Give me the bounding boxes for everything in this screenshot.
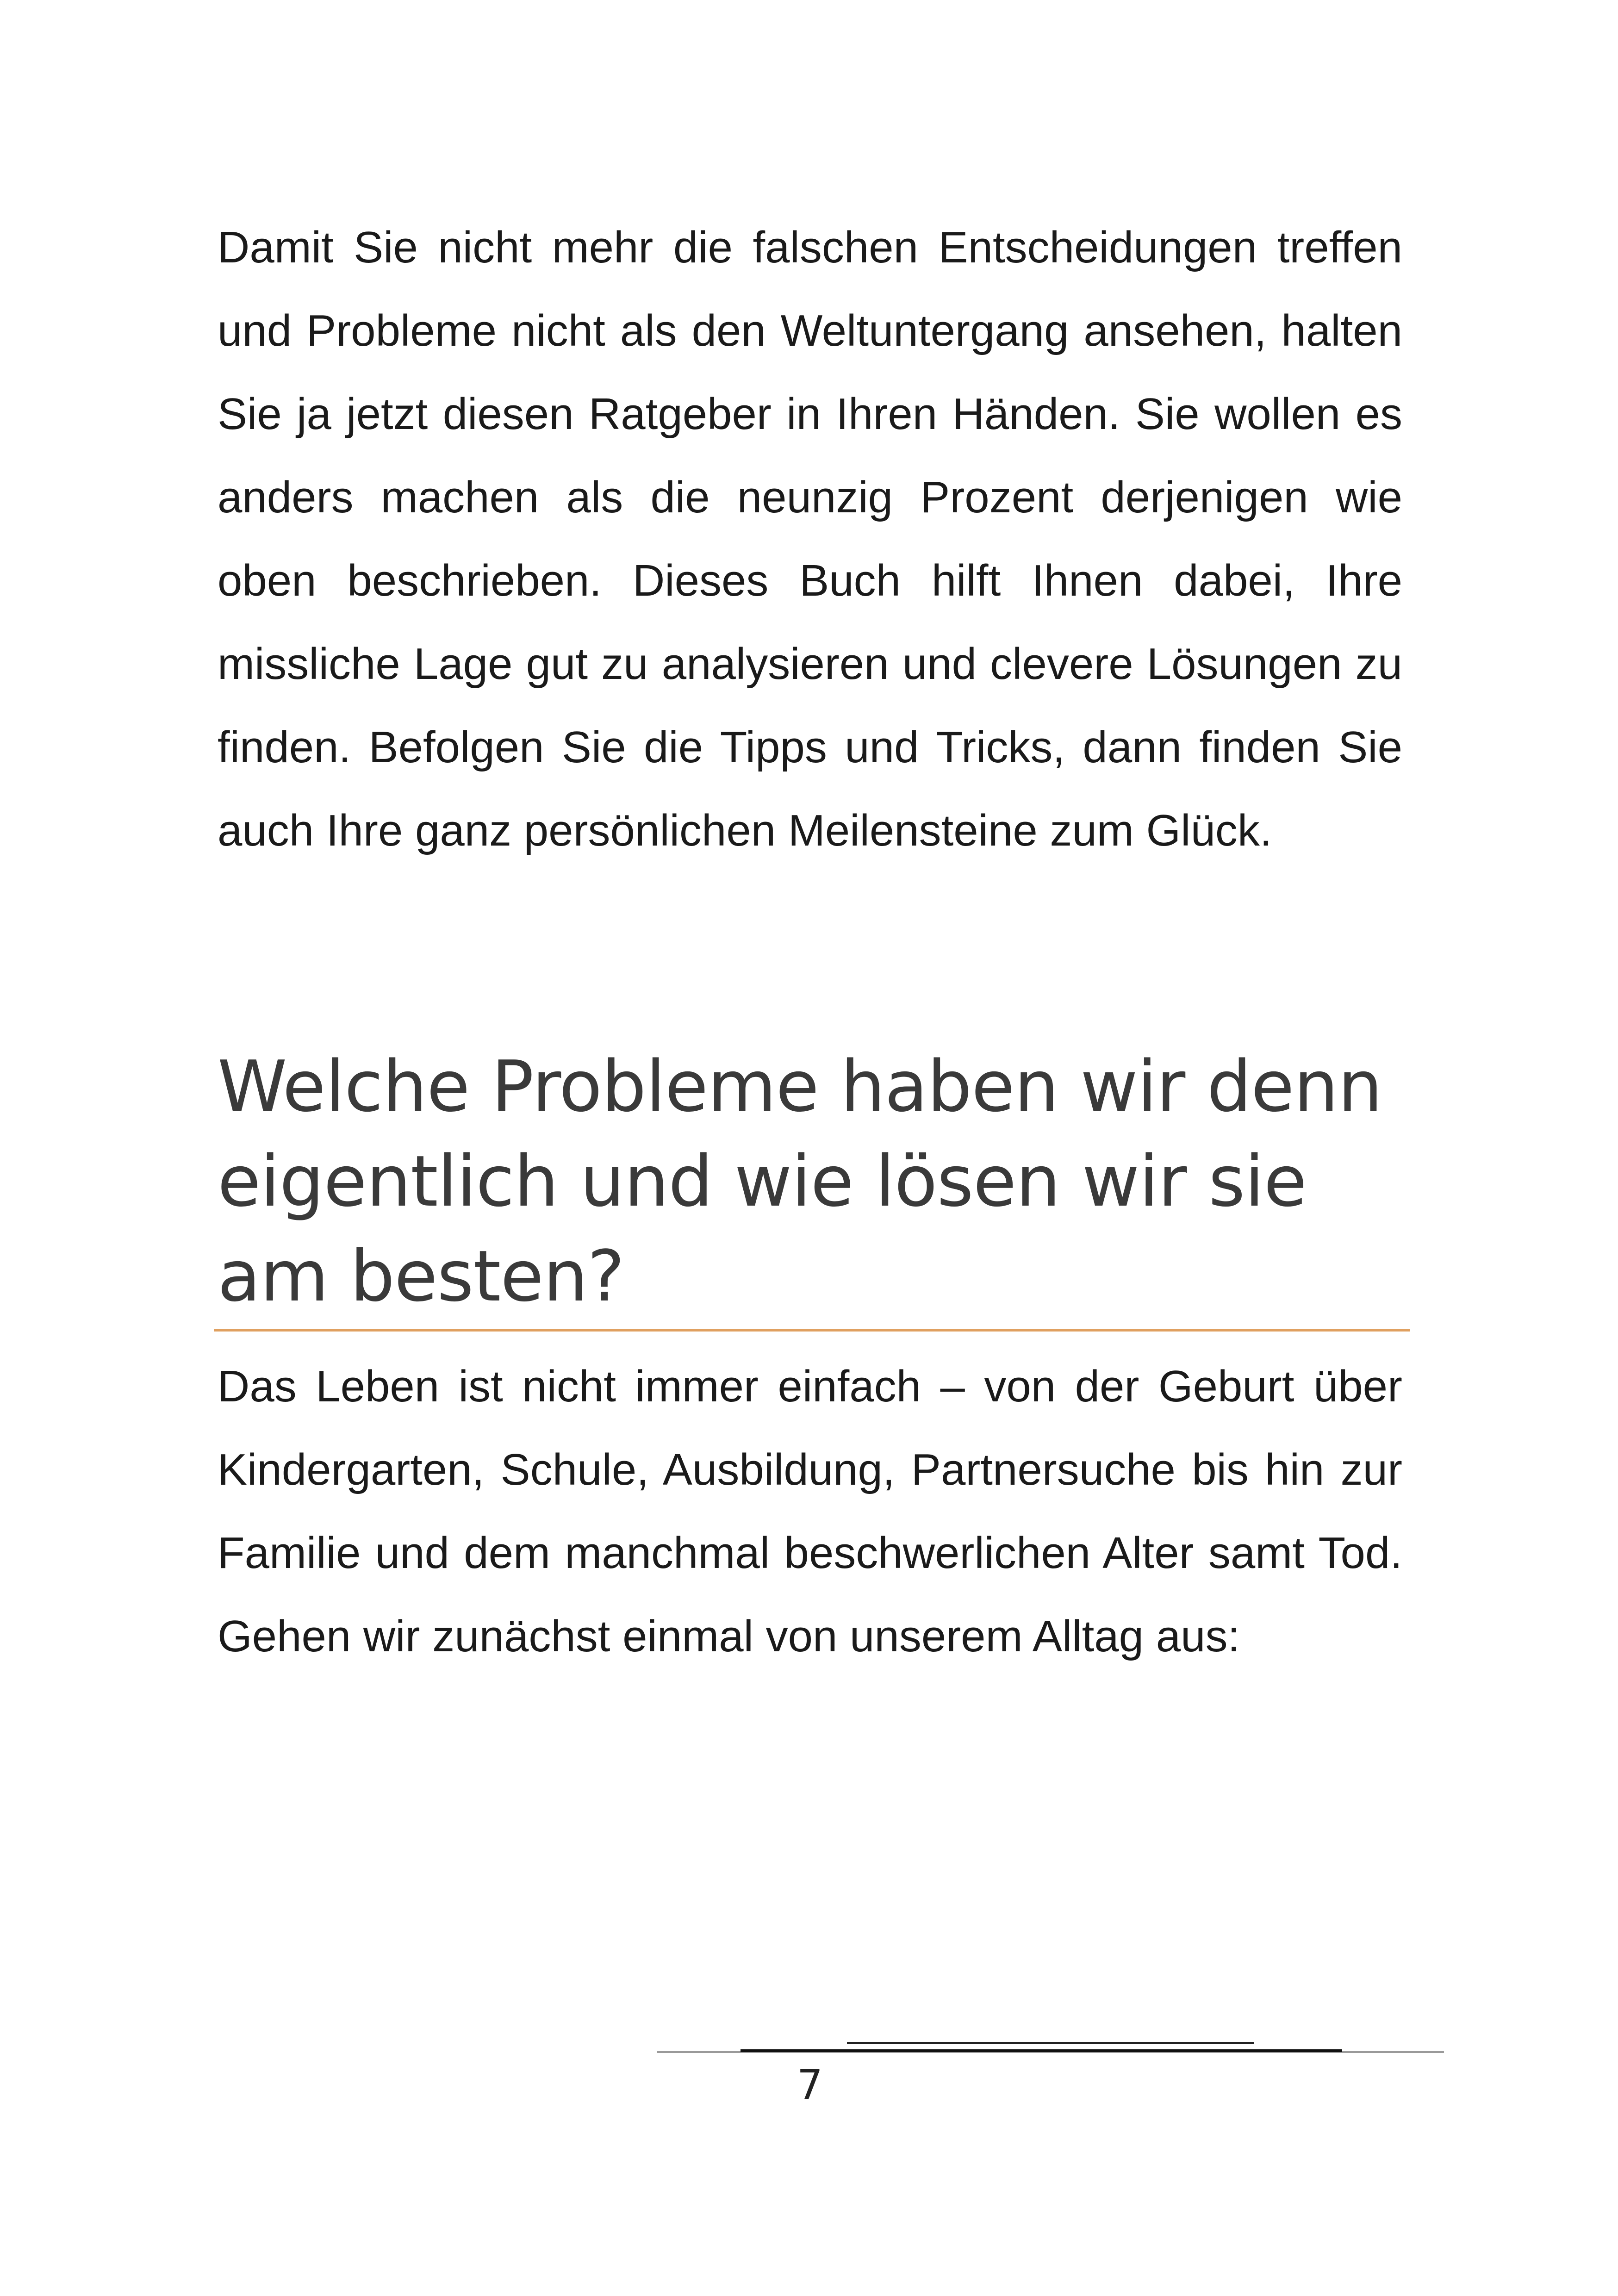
heading-underline-rule [214, 1329, 1410, 1332]
body-paragraph-intro: Damit Sie nicht mehr die falschen Entscheidungen treffen und Probleme nicht als den Weltuntergang ansehen, halten Sie ja jetzt diesen Ratgeber in Ihren Händen. Sie wollen es anders machen als die neunzig Prozent derjenigen wie oben beschrieben. Dieses Buch hilft Ihnen dabei, Ihre missliche Lage gut zu analysieren und clevere Lösungen zu finden. Befolgen Sie die Tipps und Tricks, dann finden Sie auch Ihre ganz persönlichen Meilensteine zum Glück. [218, 223, 1402, 855]
footer-rule-upper [847, 2042, 1254, 2044]
body-paragraph-section: Das Leben ist nicht immer einfach – von der Geburt über Kindergarten, Schule, Ausbildung, Partnersuche bis hin zur Familie und dem manchmal beschwerlichen Alter samt Tod. Gehen wir zunächst einmal von unserem Alltag aus: [218, 1362, 1402, 1661]
section-heading: Welche Probleme haben wir denn eigentlich und wie lösen wir sie am besten? [218, 1045, 1382, 1317]
page-number: 7 [797, 2061, 823, 2109]
footer-rule-thick [741, 2049, 1342, 2052]
